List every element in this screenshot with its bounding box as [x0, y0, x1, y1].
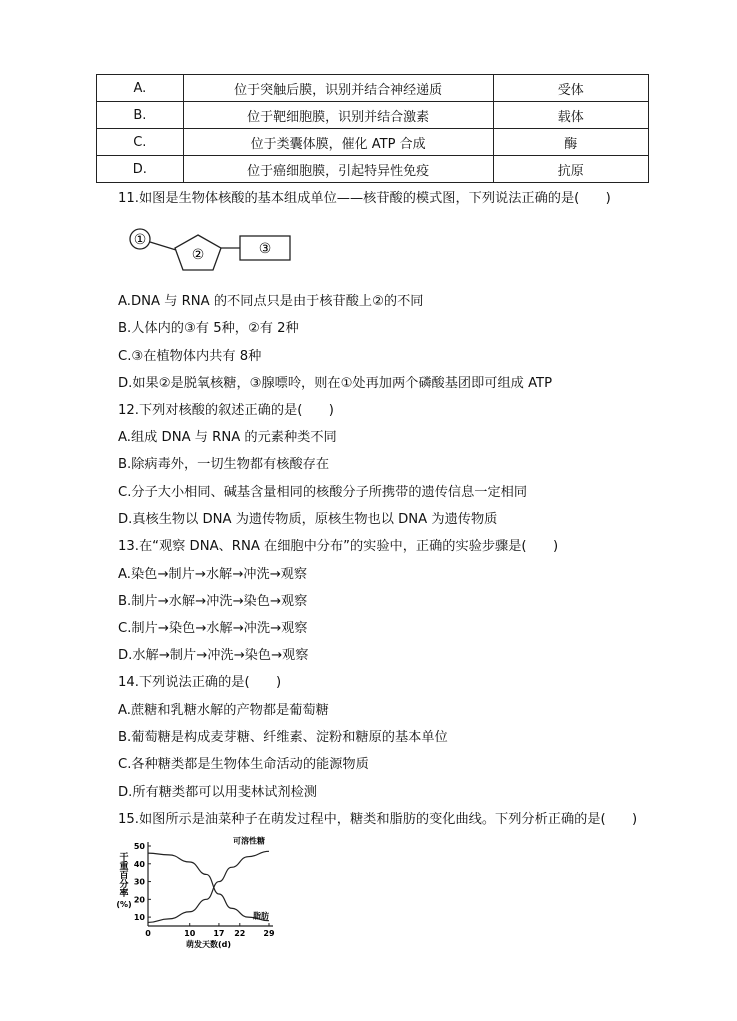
chart-x-tick-label: 10: [184, 929, 196, 938]
sugar-series-label: 可溶性糖: [233, 836, 265, 846]
q12-option-c: C.分子大小相同、碱基含量相同的核酸分子所携带的遗传信息一定相同: [118, 485, 528, 500]
sugar-curve: [148, 851, 269, 922]
q14-option-c: C.各种糖类都是生物体生命活动的能源物质: [118, 757, 369, 772]
answer-table: [96, 74, 649, 183]
q14-option-d: D.所有糖类都可以用斐林试剂检测: [118, 785, 317, 800]
q11-option-b: B.人体内的③有 5种，②有 2种: [118, 321, 299, 336]
fat-series-label: 脂肪: [253, 911, 269, 921]
chart-x-tick-label: 0: [145, 929, 151, 938]
q11-option-c: C.③在植物体内共有 8种: [118, 349, 262, 364]
table-cell-desc: 位于类囊体膜，催化 ATP 合成: [183, 129, 493, 156]
table-cell-type: 抗原: [493, 156, 648, 183]
q14-stem: 14.下列说法正确的是( ): [118, 675, 282, 690]
q13-stem: 13.在“观察 DNA、RNA 在细胞中分布”的实验中，正确的实验步骤是( ): [118, 539, 559, 554]
diagram-label-2: ②: [191, 247, 205, 263]
q12-option-a: A.组成 DNA 与 RNA 的元素种类不同: [118, 430, 337, 445]
fat-curve: [148, 853, 269, 921]
table-row: [97, 102, 649, 129]
table-cell-letter: C.: [97, 129, 184, 156]
chart-x-tick-label: 17: [213, 929, 225, 938]
table-cell-letter: B.: [97, 102, 184, 129]
line-chart: [112, 834, 292, 950]
q14-option-a: A.蔗糖和乳糖水解的产物都是葡萄糖: [118, 703, 329, 718]
q13-option-b: B.制片→水解→冲洗→染色→观察: [118, 594, 308, 609]
table-cell-desc: 位于癌细胞膜，引起特异性免疫: [183, 156, 493, 183]
chart-x-tick-label: 22: [234, 929, 246, 938]
chart-y-tick-label: 20: [133, 895, 145, 905]
table-cell-letter: A.: [97, 75, 184, 102]
table-cell-desc: 位于突触后膜，识别并结合神经递质: [183, 75, 493, 102]
q13-option-c: C.制片→染色→水解→冲洗→观察: [118, 621, 308, 636]
diagram-label-1: ①: [133, 232, 147, 248]
table-cell-letter: D.: [97, 156, 184, 183]
chart-y-tick-label: 30: [133, 877, 145, 887]
table-cell-type: 酶: [493, 129, 648, 156]
q14-option-b: B.葡萄糖是构成麦芽糖、纤维素、淀粉和糖原的基本单位: [118, 730, 448, 745]
table-row: [97, 75, 649, 102]
chart-x-tick-label: 29: [263, 929, 275, 938]
chart-x-ticks: [145, 923, 275, 938]
chart-y-axis-label: 干重百分率(%): [116, 853, 132, 909]
table-row: [97, 129, 649, 156]
connector-line: [150, 242, 176, 250]
chart-x-axis-label: 萌发天数(d): [185, 940, 232, 949]
chart-y-tick-label: 50: [133, 842, 145, 851]
nucleotide-diagram: [128, 226, 298, 276]
q13-option-d: D.水解→制片→冲洗→染色→观察: [118, 648, 309, 663]
chart-series: [148, 835, 269, 922]
table-row: [97, 156, 649, 183]
q13-option-a: A.染色→制片→水解→冲洗→观察: [118, 567, 308, 582]
q15-stem: 15.如图所示是油菜种子在萌发过程中，糖类和脂肪的变化曲线。下列分析正确的是( ): [118, 812, 638, 827]
table-cell-type: 受体: [493, 75, 648, 102]
chart-y-tick-label: 40: [133, 859, 145, 869]
q11-option-d: D.如果②是脱氧核糖，③腺嘌呤，则在①处再加两个磷酸基团即可组成 ATP: [118, 376, 553, 391]
diagram-label-3: ③: [258, 241, 272, 257]
table-cell-desc: 位于靶细胞膜，识别并结合激素: [183, 102, 493, 129]
q11-stem: 11.如图是生物体核酸的基本组成单位——核苷酸的模式图，下列说法正确的是( ): [118, 191, 611, 206]
q12-stem: 12.下列对核酸的叙述正确的是( ): [118, 403, 334, 418]
q11-option-a: A.DNA 与 RNA 的不同点只是由于核苷酸上②的不同: [118, 294, 424, 309]
chart-y-tick-label: 10: [133, 913, 145, 923]
table-cell-type: 载体: [493, 102, 648, 129]
q12-option-b: B.除病毒外，一切生物都有核酸存在: [118, 457, 330, 472]
q12-option-d: D.真核生物以 DNA 为遗传物质，原核生物也以 DNA 为遗传物质: [118, 512, 498, 527]
